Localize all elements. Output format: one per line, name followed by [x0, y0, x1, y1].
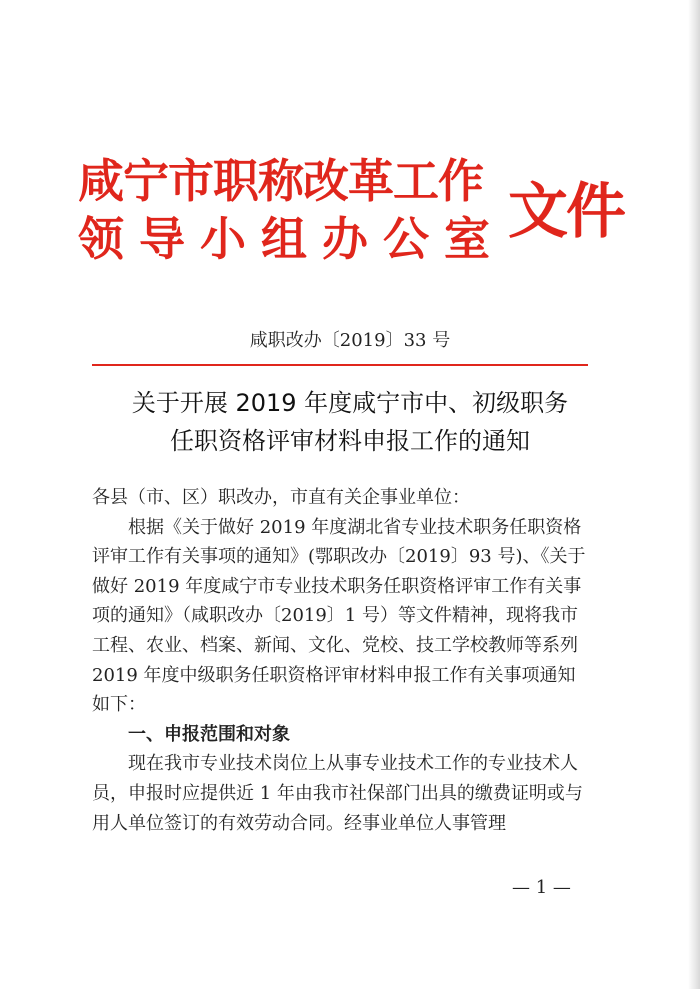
page-edge-shadow — [688, 0, 700, 989]
title-line-1: 关于开展 2019 年度咸宁市中、初级职务 — [131, 389, 569, 417]
body-paragraph-2: 现在我市专业技术岗位上从事专业技术工作的专业技术人员，申报时应提供近 1 年由我市社保部门出具的缴费证明或与用人单位签订的有效劳动合同。经事业单位人事管理 — [92, 753, 583, 834]
red-separator-line — [92, 364, 588, 366]
document-number: 咸职改办〔2019〕33 号 — [249, 330, 451, 351]
red-masthead — [78, 154, 638, 278]
page-number: — 1 — — [512, 877, 571, 898]
body-paragraph-1: 根据《关于做好 2019 年度湖北省专业技术职务任职资格评审工作有关事项的通知》(鄂职改办〔2019〕93 号)、《关于做好 2019 年度咸宁市专业技术职务任职资格评审工作有关事项的通知》（咸职改办〔2019〕1 号）等文件精神，现将我市工程、农业、档案、新闻、文化、党校、技工学校教师等系列 2019 年度中级职务任职资格评审材料申报工作有关事项通知如下： — [92, 516, 586, 716]
salutation: 各县（市、区）职改办，市直有关企事业单位： — [92, 487, 470, 508]
document-body — [92, 483, 592, 838]
section-heading-1: 一、申报范围和对象 — [128, 723, 290, 745]
title-line-2: 任职资格评审材料申报工作的通知 — [170, 427, 530, 455]
masthead-line-2: 领导小组办公室 — [78, 212, 505, 266]
document-title — [70, 384, 630, 460]
masthead-line-1: 咸宁市职称改革工作 — [78, 154, 483, 208]
masthead-suffix: 文件 — [508, 177, 624, 247]
